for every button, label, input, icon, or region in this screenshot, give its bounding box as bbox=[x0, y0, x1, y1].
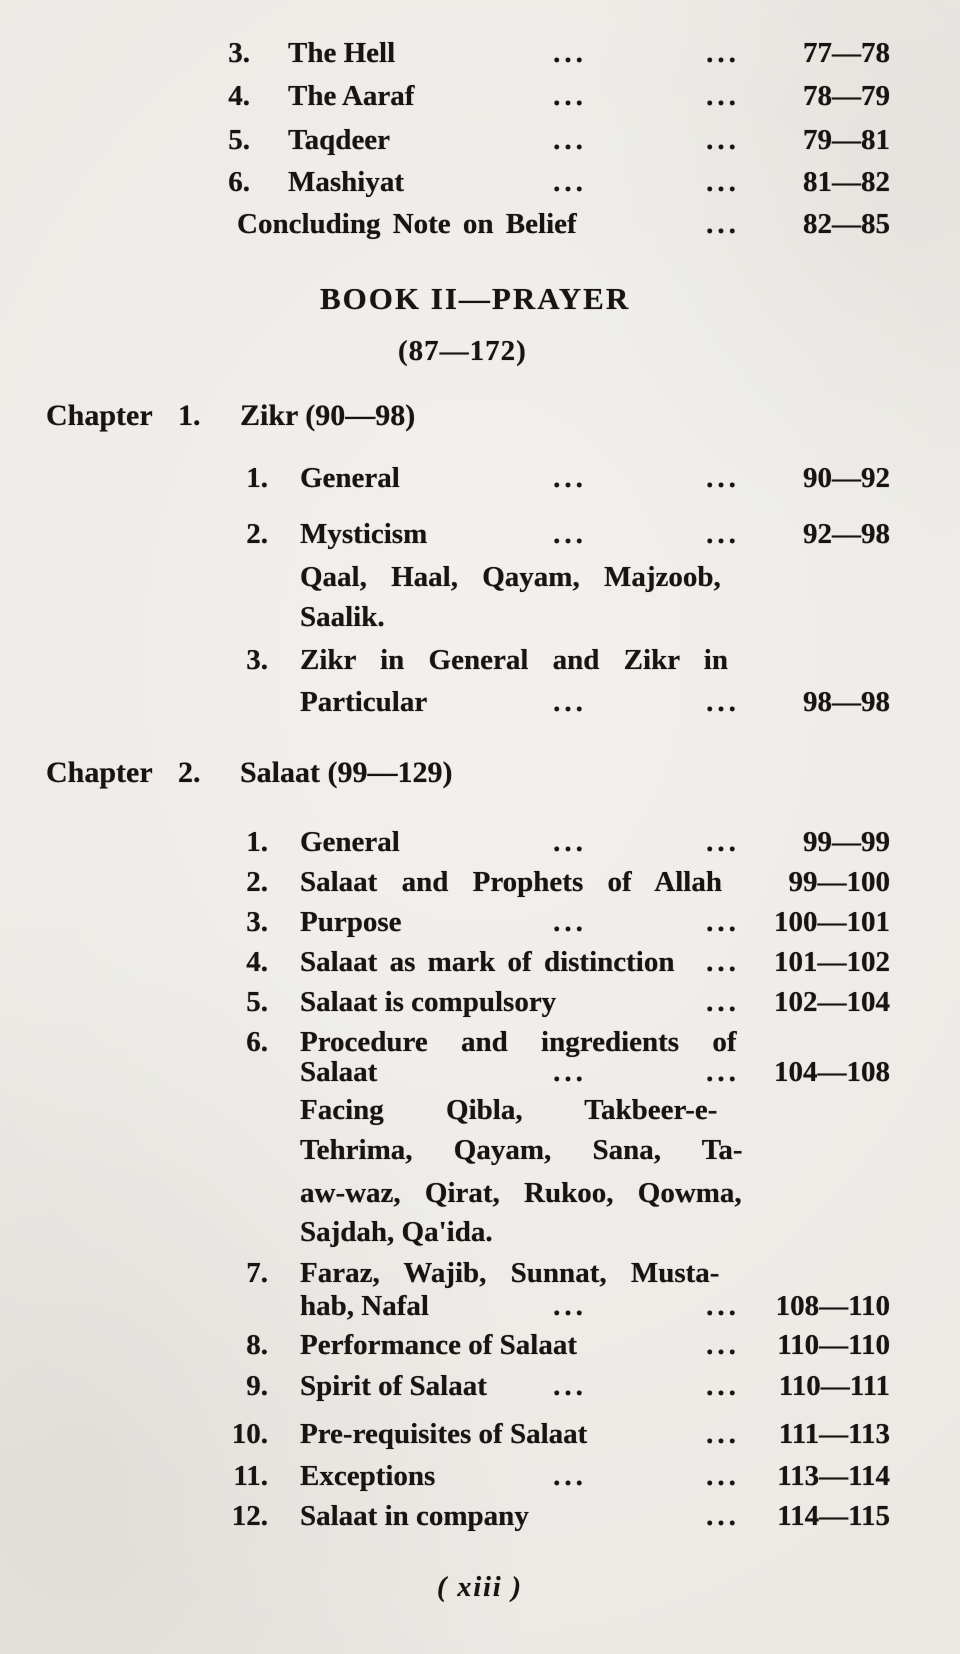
toc-row bbox=[0, 825, 960, 861]
entry-title: The Aaraf bbox=[288, 80, 415, 112]
entry-number: 5. bbox=[228, 124, 250, 156]
note-text: Qaal, Haal, Qayam, Majzoob, bbox=[300, 561, 721, 593]
page-range: 110—110 bbox=[777, 1329, 890, 1361]
entry-title: Faraz, Wajib, Sunnat, Musta- bbox=[300, 1257, 720, 1289]
entry-title: Salaat as mark of distinction bbox=[300, 946, 675, 978]
toc-row-continuation bbox=[0, 685, 960, 721]
note-text: Tehrima, Qayam, Sana, Ta- bbox=[300, 1134, 743, 1166]
chapter-title: Salaat (99—129) bbox=[240, 756, 453, 789]
toc-note-line bbox=[0, 560, 960, 596]
entry-number: 4. bbox=[246, 946, 268, 978]
page-range: 99—100 bbox=[788, 866, 890, 898]
page-range: 82—85 bbox=[803, 208, 890, 240]
dot-leader: ... bbox=[706, 686, 740, 718]
entry-number: 9. bbox=[246, 1370, 268, 1402]
toc-note-line bbox=[0, 1133, 960, 1169]
toc-row bbox=[0, 985, 960, 1021]
dot-leader: ... bbox=[706, 1329, 740, 1361]
chapter-number: 2. bbox=[178, 756, 201, 789]
dot-leader: ... bbox=[706, 124, 740, 156]
book-title: BOOK II—PRAYER bbox=[320, 281, 631, 316]
entry-number: 5. bbox=[246, 986, 268, 1018]
entry-title: Spirit of Salaat bbox=[300, 1370, 487, 1402]
entry-number: 2. bbox=[246, 866, 268, 898]
page-range: 79—81 bbox=[803, 124, 890, 156]
dot-leader: ... bbox=[553, 518, 587, 550]
page-range: 99—99 bbox=[803, 826, 890, 858]
toc-note-line bbox=[0, 1215, 960, 1251]
toc-row bbox=[0, 79, 960, 115]
entry-number: 6. bbox=[228, 166, 250, 198]
dot-leader: ... bbox=[706, 826, 740, 858]
entry-number: 12. bbox=[231, 1500, 268, 1532]
entry-title: Zikr in General and Zikr in bbox=[300, 644, 728, 676]
page-range: 104—108 bbox=[774, 1056, 890, 1088]
entry-title: Particular bbox=[300, 686, 428, 718]
dot-leader: ... bbox=[706, 906, 740, 938]
entry-title: Exceptions bbox=[300, 1460, 436, 1492]
chapter-heading bbox=[0, 756, 960, 792]
toc-row-concluding-note bbox=[0, 207, 960, 243]
dot-leader: ... bbox=[553, 826, 587, 858]
page-range: 77—78 bbox=[803, 37, 890, 69]
dot-leader: ... bbox=[706, 462, 740, 494]
dot-leader: ... bbox=[553, 906, 587, 938]
page-range: 102—104 bbox=[774, 986, 890, 1018]
dot-leader: ... bbox=[553, 80, 587, 112]
entry-title: Taqdeer bbox=[288, 124, 391, 156]
chapter-heading bbox=[0, 399, 960, 435]
note-text: Sajdah, Qa'ida. bbox=[300, 1216, 493, 1248]
toc-row bbox=[0, 643, 960, 679]
toc-row bbox=[0, 865, 960, 901]
entry-number: 11. bbox=[233, 1460, 268, 1492]
dot-leader: ... bbox=[553, 1460, 587, 1492]
entry-title: General bbox=[300, 826, 400, 858]
book-heading bbox=[0, 282, 960, 318]
page-range: 92—98 bbox=[803, 518, 890, 550]
entry-title: Purpose bbox=[300, 906, 402, 938]
entry-number: 2. bbox=[246, 518, 268, 550]
toc-note-line bbox=[0, 1093, 960, 1129]
entry-title: Procedure and ingredients of bbox=[300, 1026, 737, 1058]
page-range: 110—111 bbox=[778, 1370, 890, 1402]
chapter-label: Chapter bbox=[46, 399, 153, 432]
page-range: 108—110 bbox=[775, 1290, 890, 1322]
entry-number: 1. bbox=[246, 826, 268, 858]
dot-leader: ... bbox=[553, 686, 587, 718]
chapter-number: 1. bbox=[178, 399, 201, 432]
dot-leader: ... bbox=[706, 518, 740, 550]
toc-row bbox=[0, 1328, 960, 1364]
page-range: 111—113 bbox=[778, 1418, 890, 1450]
dot-leader: ... bbox=[553, 1056, 587, 1088]
chapter-label: Chapter bbox=[46, 756, 153, 789]
entry-number: 3. bbox=[246, 644, 268, 676]
entry-title: Mysticism bbox=[300, 518, 428, 550]
entry-number: 3. bbox=[228, 37, 250, 69]
dot-leader: ... bbox=[553, 1370, 587, 1402]
book-page-range bbox=[0, 334, 960, 370]
toc-row bbox=[0, 165, 960, 201]
page-range: 113—114 bbox=[777, 1460, 890, 1492]
page-footer bbox=[0, 1571, 960, 1607]
page-range: 81—82 bbox=[803, 166, 890, 198]
note-text: Saalik. bbox=[300, 601, 385, 633]
entry-title: Salaat bbox=[300, 1056, 378, 1088]
dot-leader: ... bbox=[706, 166, 740, 198]
toc-row-continuation bbox=[0, 1289, 960, 1325]
toc-row bbox=[0, 1417, 960, 1453]
entry-number: 1. bbox=[246, 462, 268, 494]
toc-row bbox=[0, 517, 960, 553]
toc-note-line bbox=[0, 600, 960, 636]
entry-title: Pre-requisites of Salaat bbox=[300, 1418, 588, 1450]
toc-row bbox=[0, 36, 960, 72]
entry-title: General bbox=[300, 462, 400, 494]
entry-title: Salaat is compulsory bbox=[300, 986, 557, 1018]
page-range: 101—102 bbox=[774, 946, 890, 978]
page-range: 98—98 bbox=[803, 686, 890, 718]
dot-leader: ... bbox=[706, 208, 740, 240]
toc-row bbox=[0, 123, 960, 159]
entry-number: 10. bbox=[231, 1418, 268, 1450]
entry-number: 7. bbox=[246, 1257, 268, 1289]
dot-leader: ... bbox=[706, 1370, 740, 1402]
entry-title: hab, Nafal bbox=[300, 1290, 429, 1322]
dot-leader: ... bbox=[553, 124, 587, 156]
dot-leader: ... bbox=[553, 462, 587, 494]
dot-leader: ... bbox=[706, 1290, 740, 1322]
note-text: Facing Qibla, Takbeer-e- bbox=[300, 1094, 718, 1126]
toc-row bbox=[0, 1256, 960, 1292]
entry-number: 6. bbox=[246, 1026, 268, 1058]
entry-title: Salaat in company bbox=[300, 1500, 529, 1532]
dot-leader: ... bbox=[706, 1418, 740, 1450]
entry-title: The Hell bbox=[288, 37, 396, 69]
toc-note-line bbox=[0, 1176, 960, 1212]
dot-leader: ... bbox=[706, 80, 740, 112]
entry-title: Salaat and Prophets of Allah bbox=[300, 866, 722, 898]
toc-row bbox=[0, 1499, 960, 1535]
folio-number: ( xiii ) bbox=[437, 1572, 523, 1603]
toc-row bbox=[0, 905, 960, 941]
book-range: (87—172) bbox=[398, 335, 527, 367]
dot-leader: ... bbox=[553, 166, 587, 198]
entry-number: 3. bbox=[246, 906, 268, 938]
page-range: 78—79 bbox=[803, 80, 890, 112]
dot-leader: ... bbox=[706, 1056, 740, 1088]
toc-row-continuation bbox=[0, 1055, 960, 1091]
dot-leader: ... bbox=[706, 1460, 740, 1492]
toc-row bbox=[0, 461, 960, 497]
page-range: 100—101 bbox=[774, 906, 890, 938]
dot-leader: ... bbox=[706, 37, 740, 69]
entry-number: 8. bbox=[246, 1329, 268, 1361]
dot-leader: ... bbox=[706, 946, 740, 978]
toc-row bbox=[0, 1369, 960, 1405]
toc-row bbox=[0, 945, 960, 981]
dot-leader: ... bbox=[553, 1290, 587, 1322]
entry-title: Concluding Note on Belief bbox=[237, 208, 577, 240]
page-range: 90—92 bbox=[803, 462, 890, 494]
dot-leader: ... bbox=[553, 37, 587, 69]
entry-title: Performance of Salaat bbox=[300, 1329, 578, 1361]
toc-row bbox=[0, 1459, 960, 1495]
page-range: 114—115 bbox=[777, 1500, 890, 1532]
note-text: aw-waz, Qirat, Rukoo, Qowma, bbox=[300, 1177, 742, 1209]
entry-title: Mashiyat bbox=[288, 166, 404, 198]
chapter-title: Zikr (90—98) bbox=[240, 399, 416, 432]
entry-number: 4. bbox=[228, 80, 250, 112]
dot-leader: ... bbox=[706, 986, 740, 1018]
dot-leader: ... bbox=[706, 1500, 740, 1532]
